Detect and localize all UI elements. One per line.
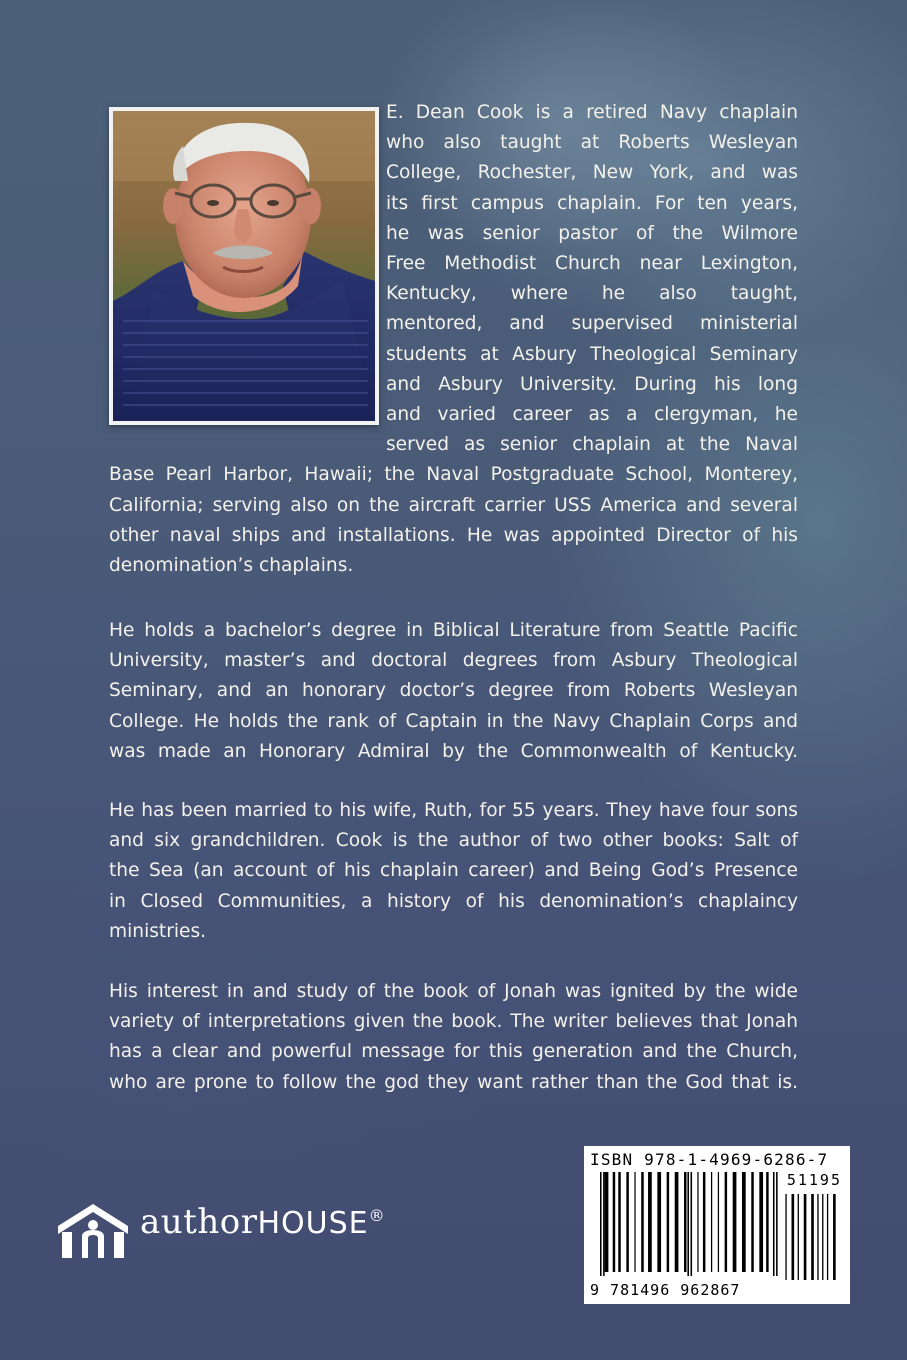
barcode-bar <box>657 1172 661 1272</box>
publisher-name <box>140 1202 385 1242</box>
barcode-bar <box>618 1172 620 1272</box>
addon-bar <box>811 1194 814 1280</box>
bio-line: He has been married to his wife, Ruth, for 55 years. They have four sons <box>109 800 798 821</box>
bio-line: and varied career as a clergyman, he <box>386 404 798 426</box>
bio-line: was made an Honorary Admiral by the Commonwealth of Kentucky. <box>109 740 798 762</box>
bio-line: and six grandchildren. Cook is the author of two other books: Salt of <box>109 830 798 852</box>
publisher-name-author: author <box>140 1202 258 1242</box>
bio-line: E. Dean Cook is a retired Navy chaplain <box>386 102 798 123</box>
publisher-name-house: HOUSE <box>257 1206 369 1241</box>
barcode-bar <box>648 1172 652 1272</box>
barcode-guard-bar <box>691 1172 693 1276</box>
barcode-bar <box>711 1172 712 1272</box>
bio-line: he was senior pastor of the Wilmore <box>386 222 798 244</box>
bio-line: who are prone to follow the god they want rather than the God that is. <box>109 1071 798 1093</box>
bio-line: mentored, and supervised ministerial <box>386 313 798 335</box>
isbn-text: ISBN 978-1-4969-6286-7 <box>590 1150 829 1169</box>
authorhouse-house-icon <box>54 1198 132 1262</box>
bio-line: served as senior chaplain at the Naval <box>386 434 798 456</box>
bio-line: variety of interpretations given the book. The writer believes that Jonah <box>109 1011 798 1033</box>
barcode-bar <box>626 1172 628 1272</box>
price-addon-number: 51195 <box>786 1171 842 1189</box>
bio-line: its first campus chaplain. For ten years, <box>386 192 798 214</box>
barcode-guard-bar <box>603 1172 605 1276</box>
education-paragraph <box>109 616 798 767</box>
bio-line: has a clear and powerful message for this generation and the Church, <box>109 1041 798 1063</box>
barcode-bar <box>605 1172 609 1272</box>
barcode-bar <box>697 1172 698 1272</box>
addon-bar <box>792 1194 795 1280</box>
bio-line: Free Methodist Church near Lexington, <box>386 253 798 275</box>
barcode-guard-bar <box>776 1172 778 1276</box>
barcode-bar <box>725 1172 727 1272</box>
bio-line: University, master’s and doctoral degrees from Asbury Theological <box>109 650 798 672</box>
bio-line: in Closed Communities, a history of his denomination’s chaplaincy <box>109 890 798 912</box>
barcode-bar <box>634 1172 635 1272</box>
addon-bar <box>822 1194 823 1280</box>
bio-intro-paragraph <box>109 98 798 581</box>
bio-line: students at Asbury Theological Seminary <box>386 343 798 365</box>
bio-line: other naval ships and installations. He was appointed Director of his <box>109 524 798 546</box>
bio-line: College. He holds the rank of Captain in the Navy Chaplain Corps and <box>109 710 798 732</box>
addon-bar <box>804 1194 807 1280</box>
barcode-bar <box>718 1172 719 1272</box>
barcode-bar <box>667 1172 669 1272</box>
isbn-barcode <box>584 1146 850 1304</box>
family-paragraph <box>109 796 798 947</box>
bio-line: who also taught at Roberts Wesleyan <box>386 132 798 154</box>
barcode-guard-bar <box>687 1172 689 1276</box>
registered-mark: ® <box>368 1206 386 1225</box>
barcode-bar <box>751 1172 753 1272</box>
bio-line: Base Pearl Harbor, Hawaii; the Naval Postgraduate School, Monterey, <box>109 464 798 486</box>
barcode-bar <box>684 1172 686 1272</box>
bio-line: He holds a bachelor’s degree in Biblical Literature from Seattle Pacific <box>109 620 798 641</box>
authorhouse-logo <box>54 1198 394 1262</box>
bio-line: Seminary, and an honorary doctor’s degree from Roberts Wesleyan <box>109 680 798 702</box>
bio-line: and Asbury University. During his long <box>386 373 798 395</box>
bio-line: College, Rochester, New York, and was <box>386 162 798 184</box>
bio-line: ministries. <box>109 920 207 942</box>
barcode-bar <box>675 1172 679 1272</box>
barcode-guard-bar <box>600 1172 602 1276</box>
bio-line: denomination’s chaplains. <box>109 555 354 577</box>
addon-bar <box>817 1194 818 1280</box>
addon-bar <box>827 1194 828 1280</box>
barcode-guard-bar <box>773 1172 775 1276</box>
barcode-bar <box>759 1172 763 1272</box>
bio-line: California; serving also on the aircraft carrier USS America and several <box>109 494 798 516</box>
ean-number: 9 781496 962867 <box>590 1281 741 1299</box>
bio-line: the Sea (an account of his chaplain career) and Being God’s Presence <box>109 860 798 882</box>
addon-bar <box>833 1194 836 1280</box>
barcode-bars <box>590 1172 844 1280</box>
barcode-bar <box>742 1172 746 1272</box>
jonah-paragraph <box>109 977 798 1098</box>
addon-bar <box>798 1194 799 1280</box>
barcode-bar <box>613 1172 615 1272</box>
barcode-bar <box>641 1172 643 1272</box>
bio-line: Kentucky, where he also taught, <box>386 283 798 305</box>
bio-line: His interest in and study of the book of Jonah was ignited by the wide <box>109 981 798 1002</box>
barcode-bar <box>703 1172 705 1272</box>
addon-bar <box>785 1194 786 1280</box>
barcode-bar <box>733 1172 737 1272</box>
barcode-bar <box>766 1172 768 1272</box>
